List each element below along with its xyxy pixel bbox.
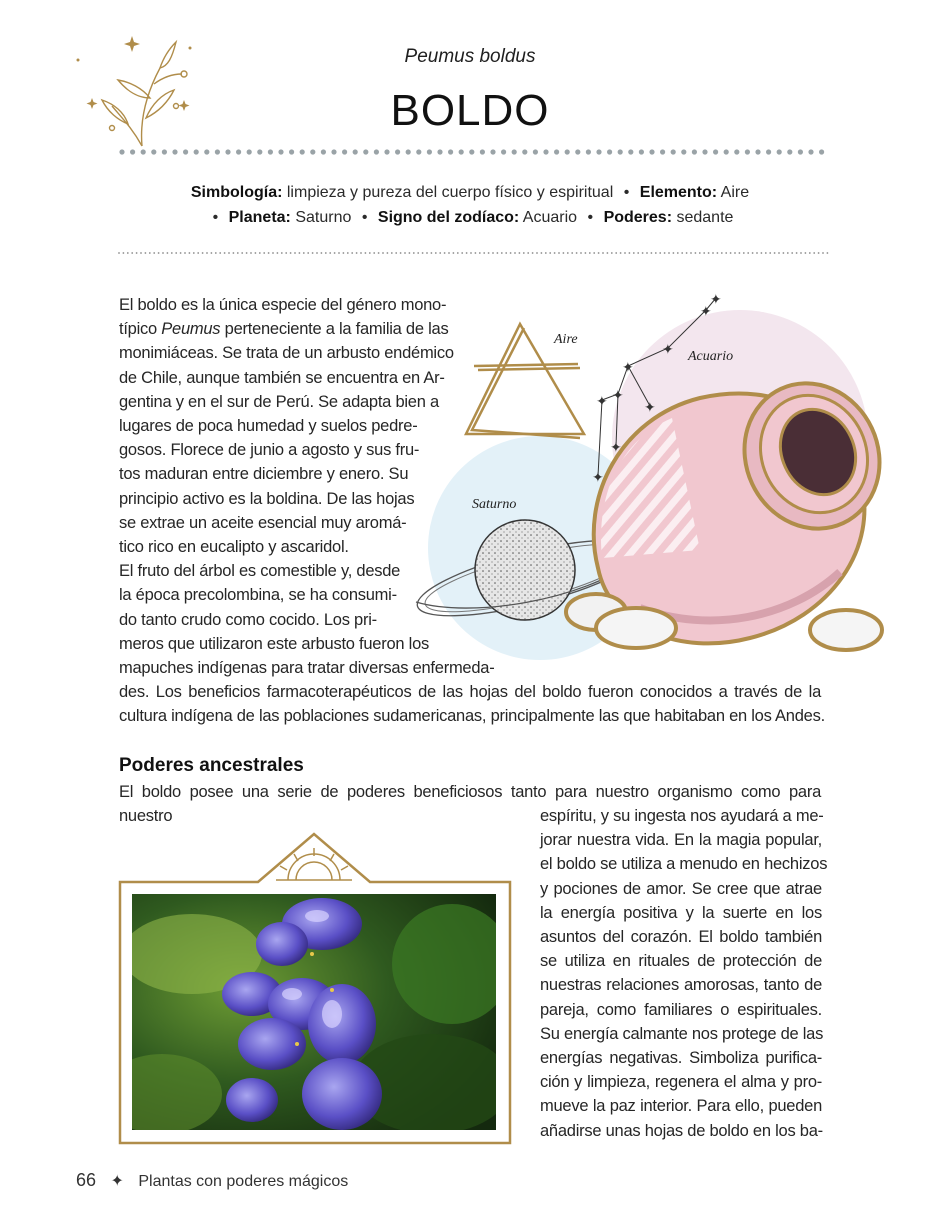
text-line: la energía positiva y la suerte en los xyxy=(540,903,822,922)
text-line: energías negativas. Simboliza purifica- xyxy=(540,1049,822,1068)
elemento-label: Elemento: xyxy=(639,184,718,201)
text-line: y pociones de amor. Se cree que atrae xyxy=(540,879,822,898)
text-line: se utiliza en rituales de protección de xyxy=(540,952,822,971)
text-line: El boldo posee una serie de poderes beneficiosos tanto para nuestro organismo como para nuestro xyxy=(119,783,821,826)
bullet: • xyxy=(361,209,368,226)
simbologia-label: Simbología: xyxy=(190,184,283,201)
text-line: el boldo se utiliza a menudo en hechizos xyxy=(540,855,828,874)
svg-text:✦: ✦ xyxy=(644,399,656,415)
page-number: 66 xyxy=(76,1170,97,1190)
text-line: do tanto crudo como cocido. Los pri- xyxy=(119,610,377,629)
text-line: ción y limpieza, regenera el alma y pro- xyxy=(540,1073,822,1092)
text-line: principio activo es la boldina. De las hojas xyxy=(119,489,415,508)
svg-text:✦: ✦ xyxy=(662,341,674,357)
text-line: jorar nuestra vida. En la magia popular, xyxy=(540,831,822,850)
bullet: • xyxy=(212,209,219,226)
page-footer xyxy=(76,1170,348,1191)
text-line: tos maduran entre diciembre y enero. Su xyxy=(119,465,409,484)
genus-name: Peumus xyxy=(161,320,221,339)
planeta-value: Saturno xyxy=(295,209,352,226)
text-line: añadirse unas hojas de boldo en los ba- xyxy=(540,1121,823,1140)
text-line: des. Los beneficios farmacoterapéuticos de las hojas del boldo fueron conocidos a través de la xyxy=(119,683,821,702)
page-title: BOLDO xyxy=(390,86,550,135)
text-line: espíritu, y su ingesta nos ayudará a me- xyxy=(540,807,824,825)
svg-text:✦: ✦ xyxy=(610,439,622,455)
svg-text:✦: ✦ xyxy=(612,387,624,403)
text-line: monimiáceas. Se trata de un arbusto endémico xyxy=(119,344,454,363)
text-line: pareja, como familiares o espirituales. xyxy=(540,1000,822,1019)
text-line: de Chile, aunque también se encuentra en Ar- xyxy=(119,368,445,387)
svg-text:✦: ✦ xyxy=(596,393,608,409)
poderes-label: Poderes: xyxy=(603,209,673,226)
book-title: Plantas con poderes mágicos xyxy=(138,1173,349,1190)
text-line: lugares de poca humedad y suelos pedre- xyxy=(119,417,418,436)
intro-paragraph xyxy=(119,293,825,729)
svg-text:✦: ✦ xyxy=(700,303,712,319)
text-line: meros que utilizaron este arbusto fueron los xyxy=(119,634,430,653)
label-acuario: Acuario xyxy=(688,349,734,364)
text-line: tico rico en eucalipto y ascaridol. xyxy=(119,538,349,557)
text-line: gosos. Florece de junio a agosto y sus fru- xyxy=(119,441,420,460)
text-line: nuestras relaciones amorosas, tanto de xyxy=(540,976,822,995)
text-line: gentina y en el sur de Perú. Se adapta bien a xyxy=(119,392,439,411)
boldo-flower-photo xyxy=(132,894,496,1130)
signo-label: Signo del zodíaco: xyxy=(377,209,520,226)
bullet: • xyxy=(587,209,594,226)
text-line: la época precolombina, se ha consumi- xyxy=(119,586,397,605)
simbologia-value: limpieza y pureza del cuerpo físico y espiritual xyxy=(286,184,614,201)
label-saturno: Saturno xyxy=(472,497,517,512)
svg-text:✦: ✦ xyxy=(592,469,604,485)
powers-paragraph xyxy=(540,804,828,1143)
text-line: típico Peumus perteneciente a la familia de las xyxy=(119,320,449,339)
text-line: El fruto del árbol es comestible y, desde xyxy=(119,562,401,581)
label-aire: Aire xyxy=(554,332,578,347)
text-line: Su energía calmante nos protege de las xyxy=(540,1024,824,1043)
svg-text:✦: ✦ xyxy=(622,359,634,375)
text-line: El boldo es la única especie del género mono- xyxy=(119,296,447,314)
text-line: mueve la paz interior. Para ello, pueden xyxy=(540,1097,822,1116)
sun-icon xyxy=(276,848,352,880)
dotted-divider-mid xyxy=(118,251,830,255)
poderes-value: sedante xyxy=(676,209,734,226)
latin-name: Peumus boldus xyxy=(404,46,536,67)
bullet: • xyxy=(623,184,630,201)
star-icon: ✦ xyxy=(110,1173,124,1190)
text-line: asuntos del corazón. El boldo también xyxy=(540,928,822,947)
svg-text:✦: ✦ xyxy=(710,291,722,307)
signo-value: Acuario xyxy=(522,209,578,226)
plant-attributes xyxy=(140,180,800,230)
dotted-divider-top xyxy=(118,147,830,157)
text-line: se extrae un aceite esencial muy aromá- xyxy=(119,513,407,532)
text-line: cultura indígena de las poblaciones sudamericanas, principalmente las que habitaban en los Andes. xyxy=(119,707,825,726)
planeta-label: Planeta: xyxy=(228,209,291,226)
elemento-value: Aire xyxy=(720,184,750,201)
section-heading: Poderes ancestrales xyxy=(119,755,304,776)
text-line: mapuches indígenas para tratar diversas enfermeda- xyxy=(119,659,495,678)
